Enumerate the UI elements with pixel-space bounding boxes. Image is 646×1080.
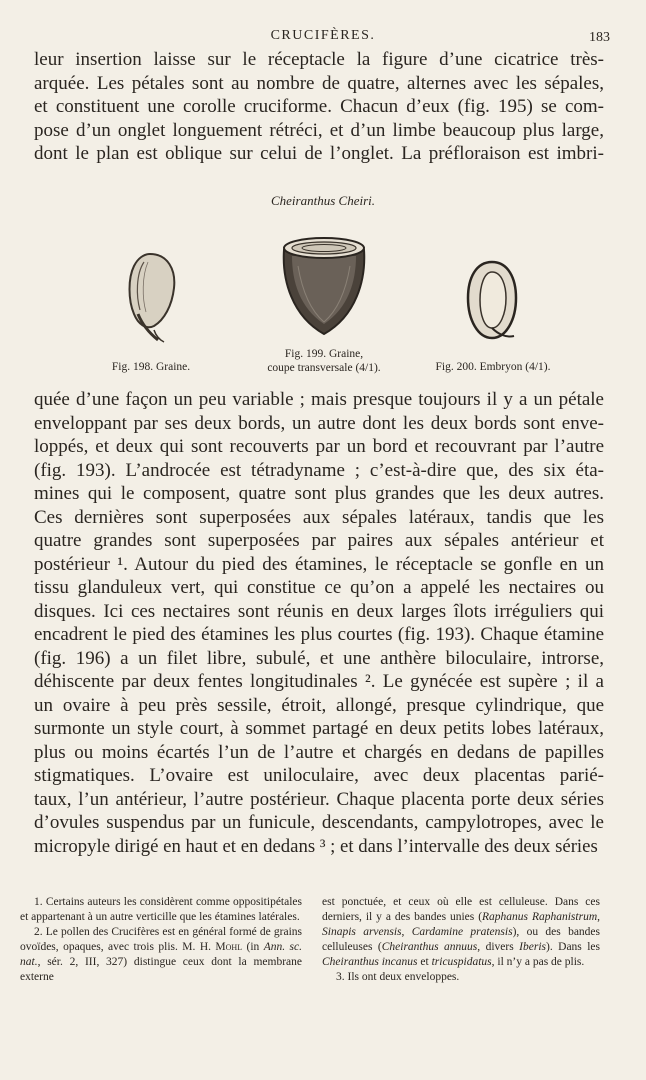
footnote-2-text: (in xyxy=(242,941,264,953)
paragraph-main xyxy=(34,388,604,858)
text-line: encadrent le pied des étamines les plus courtes (fig. 193). Chaque étamine xyxy=(34,624,604,645)
footnote-text: , xyxy=(597,911,601,923)
text-line: quée d’une façon un peu variable ; mais presque toujours il y a un pétale xyxy=(34,389,604,410)
fig-200-embryo-illustration xyxy=(462,258,522,344)
footnote-2-author: Mohl xyxy=(215,941,243,953)
footnotes-right-column xyxy=(322,895,600,985)
species-name: Cardamine pratensis xyxy=(411,926,513,938)
paragraph-top xyxy=(34,48,604,166)
footnote-text: ), ou des bandes celluleuses ( xyxy=(322,926,601,953)
footnote-3: 3. Ils ont deux enveloppes. xyxy=(336,971,460,983)
footnote-text: , divers xyxy=(477,941,520,953)
text-line: mines qui le composent, quatre sont plus grandes que les deux autres. xyxy=(34,483,604,504)
text-line: postérieur ¹. Autour du pied des étamines, le réceptacle se gonfle en un xyxy=(34,553,604,575)
species-caption: Cheiranthus Cheiri. xyxy=(270,193,375,208)
fig-198-caption: Fig. 198. Graine. xyxy=(111,361,191,373)
footnote-2-text: , sér. 2, III, 327) distingue ceux dont la membrane externe xyxy=(20,956,302,983)
text-line: (fig. 196) a un filet libre, subulé, et une anthère biloculaire, introrse, xyxy=(34,647,604,669)
text-line: et constituent une corolle cruciforme. Chacun d’eux (fig. 195) se com- xyxy=(34,96,604,117)
fig-200-caption: Fig. 200. Embryon (4/1). xyxy=(435,361,551,373)
fig-199-caption-line1: Fig. 199. Graine, xyxy=(284,348,364,360)
footnote-2 xyxy=(20,925,302,985)
species-name: Raphanus Raphanistrum xyxy=(482,911,598,923)
fig-198-seed-illustration xyxy=(118,248,182,348)
text-line: surmonte un style court, à sommet partagé en deux petits lobes latéraux, xyxy=(34,718,604,739)
footnote-2-journal: Ann. sc. nat. xyxy=(20,941,302,968)
fig-199-cross-section-illustration xyxy=(278,230,370,342)
text-line: enveloppant par ses deux bords, un autre dont les deux bords sont enve- xyxy=(34,412,604,434)
text-line: taux, l’un antérieur, l’autre postérieur. Chaque placenta porte deux séries xyxy=(34,788,604,810)
text-line: (fig. 193). L’androcée est tétradyname ; c’est-à-dire que, des six éta- xyxy=(34,459,604,481)
footnote-text: et xyxy=(417,956,432,968)
page-number: 183 xyxy=(589,30,610,45)
text-line: loppés, et deux qui sont recouverts par un bord et recouvrant par l’autre xyxy=(34,436,604,457)
text-line: leur insertion laisse sur le réceptacle la figure d’une cicatrice très- xyxy=(34,49,604,70)
text-line: déhiscente par deux fentes longitudinales ². Le gynécée est supère ; il a xyxy=(34,671,604,692)
text-line: quatre grandes sont superposées par paires aux sépales antérieur et xyxy=(34,530,604,551)
text-line: micropyle dirigé en haut et en dedans ³ ; et dans l’intervalle des deux séries xyxy=(34,835,598,857)
species-name: Sinapis arvensis xyxy=(322,926,402,938)
text-line: arquée. Les pétales sont au nombre de quatre, alternes avec les sépales, xyxy=(34,72,604,94)
species-name: Cheiranthus incanus xyxy=(322,956,418,968)
text-line: stigmatiques. L’ovaire est uniloculaire, avec deux placentas parié- xyxy=(34,765,604,786)
footnote-text: ). Dans les xyxy=(546,941,600,953)
running-head: CRUCIFÈRES. xyxy=(270,28,376,43)
footnote-text: , il n’y a pas de plis. xyxy=(491,956,585,968)
fig-199-caption xyxy=(236,347,412,375)
footnote-2-continued xyxy=(322,895,600,970)
footnotes-left-column xyxy=(20,895,302,985)
page-header xyxy=(0,26,646,48)
text-line: plus ou moins écartés l’un de l’autre et chargés en dedans de papilles xyxy=(34,741,604,763)
footnote-1: 1. Certains auteurs les considèrent comme oppositipétales et appartenant à un autre verticille que les étamines latérales. xyxy=(20,896,302,923)
species-name: Cheiranthus annuus xyxy=(381,941,478,953)
text-line: Ces dernières sont superposées aux sépales latéraux, tandis que les xyxy=(34,506,604,528)
species-name: Iberis xyxy=(519,941,546,953)
text-line: dont le plan est oblique sur celui de l’onglet. La préfloraison est imbri- xyxy=(34,143,604,164)
species-name: tricuspidatus xyxy=(431,956,492,968)
text-line: un ovaire à peu près sessile, étroit, allongé, presque cylindrique, que xyxy=(34,694,604,716)
footnote-text: , xyxy=(401,926,412,938)
footnote-2-text: 2. Le pollen des Crucifères est en général formé de grains ovoïdes, opaques, avec trois plis. M. H. xyxy=(20,926,302,953)
text-line: tissu glanduleux vert, qui constitue ce qu’on a appelé les nectaires ou xyxy=(34,577,604,598)
text-line: pose d’un onglet longuement rétréci, et d’un limbe beaucoup plus large, xyxy=(34,119,604,141)
footnote-text: est ponctuée, et ceux où elle est celluleuse. Dans ces derniers, il y a des bandes unies ( xyxy=(322,896,600,923)
fig-199-caption-line2: coupe transversale (4/1). xyxy=(267,362,381,374)
text-line: d’ovules suspendus par un funicule, descendants, campylotropes, avec le xyxy=(34,812,604,833)
text-line: disques. Ici ces nectaires sont réunis en deux larges îlots irréguliers qui xyxy=(34,600,604,622)
